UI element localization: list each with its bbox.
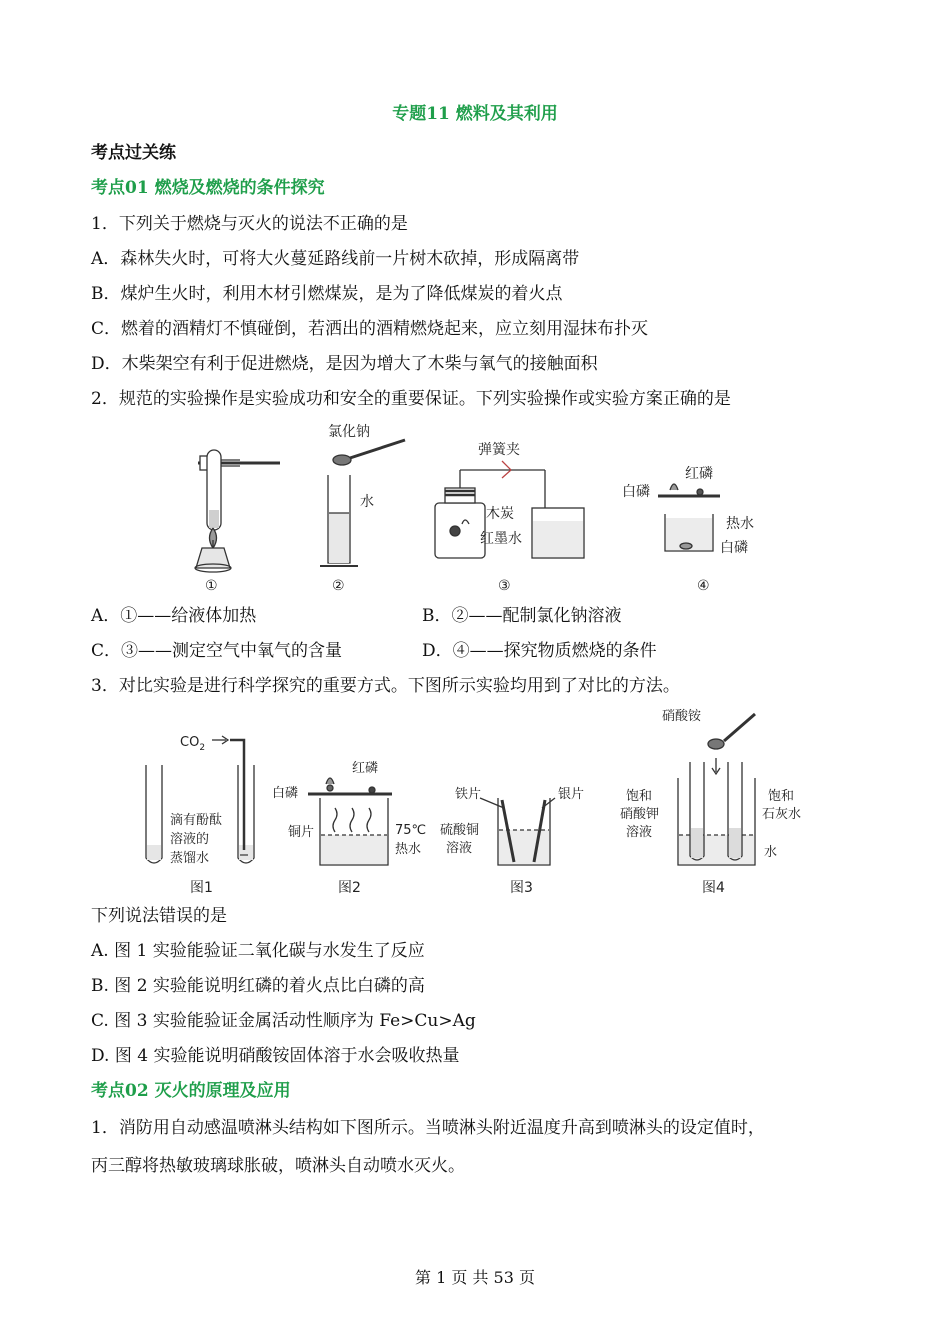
question-4-line-2: 丙三醇将热敏玻璃球胀破，喷淋头自动喷水灭火。 [91, 1156, 465, 1176]
copper-sulfate-label-2: 溶液 [446, 841, 473, 856]
silver-plate-label: 银片 [558, 787, 585, 802]
figure-2-label-2: ② [332, 578, 345, 594]
water-label-3: 水 [764, 845, 778, 860]
red-ink-label: 红墨水 [480, 531, 522, 547]
question-3-figure [130, 700, 820, 900]
question-3-stem: 3．对比实验是进行科学探究的重要方式。下图所示实验均用到了对比的方法。 [91, 676, 680, 696]
section-heading: 考点过关练 [91, 143, 176, 163]
saturated-lime-label-2: 石灰水 [762, 807, 802, 822]
nacl-label: 氯化钠 [328, 424, 370, 440]
figure-3-caption-2: 图2 [338, 880, 361, 896]
question-1-option-c: C．燃着的酒精灯不慎碰倒，若洒出的酒精燃烧起来，应立刻用湿抹布扑灭 [91, 319, 649, 339]
copper-plate-label: 铜片 [288, 825, 315, 840]
question-2-option-d: D．④——探究物质燃烧的条件 [422, 641, 657, 661]
figure-2-label-4: ④ [697, 578, 710, 594]
question-3-option-b: B. 图 2 实验能说明红磷的着火点比白磷的高 [91, 976, 425, 996]
figure-3-caption-3: 图3 [510, 880, 533, 896]
saturated-kno3-label-1: 饱和 [626, 789, 653, 804]
figure-2-label-1: ① [205, 578, 218, 594]
topic-heading-1: 考点01 燃烧及燃烧的条件探究 [91, 178, 325, 198]
saturated-lime-label-1: 饱和 [768, 789, 795, 804]
red-phosphorus-label-2: 红磷 [352, 761, 379, 776]
phenolphthalein-label-2: 溶液的 [170, 832, 210, 847]
white-phosphorus-bottom-label: 白磷 [720, 540, 748, 556]
phenolphthalein-label-1: 滴有酚酞 [170, 813, 223, 828]
saturated-kno3-label-3: 溶液 [626, 825, 653, 840]
white-phosphorus-top-label: 白磷 [622, 484, 650, 500]
question-4-line-1: 1．消防用自动感温喷淋头结构如下图所示。当喷淋头附近温度升高到喷淋头的设定值时， [91, 1118, 765, 1138]
figure-4-dissolution [678, 714, 755, 865]
white-phosphorus-label-2: 白磷 [272, 786, 299, 801]
question-2-stem: 2．规范的实验操作是实验成功和安全的重要保证。下列实验操作或实验方案正确的是 [91, 389, 731, 409]
question-2-option-c: C．③——测定空气中氧气的含量 [91, 641, 343, 661]
question-3-option-a: A. 图 1 实验能验证二氧化碳与水发生了反应 [91, 941, 425, 961]
question-2-option-b: B．②——配制氯化钠溶液 [422, 606, 622, 626]
apparatus-4-combustion [658, 484, 720, 551]
co2-label: $CO_2$ [180, 735, 206, 753]
spring-clip-label: 弹簧夹 [478, 442, 520, 458]
figure-2-beaker [308, 778, 392, 865]
apparatus-1-heating [195, 450, 280, 572]
hot-water-label-2: 热水 [395, 842, 422, 857]
ammonium-nitrate-label: 硝酸铵 [662, 709, 702, 724]
phenolphthalein-label-3: 蒸馏水 [170, 851, 210, 866]
question-1-option-b: B．煤炉生火时，利用木材引燃煤炭，是为了降低煤炭的着火点 [91, 284, 563, 304]
question-3-prompt: 下列说法错误的是 [91, 906, 227, 926]
water-label: 水 [360, 494, 374, 510]
saturated-kno3-label-2: 硝酸钾 [620, 807, 660, 822]
figure-3-metal-beaker [480, 798, 555, 865]
figure-3-caption-1: 图1 [190, 880, 213, 896]
figure-2-label-3: ③ [498, 578, 511, 594]
question-2-figure [180, 418, 780, 596]
question-1-stem: 1．下列关于燃烧与灭火的说法不正确的是 [91, 214, 408, 234]
question-3-option-c: C. 图 3 实验能验证金属活动性顺序为 Fe>Cu>Ag [91, 1011, 476, 1031]
charcoal-label: 木炭 [486, 506, 514, 522]
question-1-option-d: D．木柴架空有利于促进燃烧，是因为增大了木柴与氧气的接触面积 [91, 354, 598, 374]
topic-heading-2: 考点02 灭火的原理及应用 [91, 1081, 291, 1101]
question-1-option-a: A．森林失火时，可将大火蔓延路线前一片树木砍掉，形成隔离带 [91, 249, 580, 269]
copper-sulfate-label-1: 硫酸铜 [440, 823, 480, 838]
question-3-option-d: D. 图 4 实验能说明硝酸铵固体溶于水会吸收热量 [91, 1046, 460, 1066]
red-phosphorus-label: 红磷 [685, 466, 713, 482]
iron-plate-label: 铁片 [455, 787, 482, 802]
figure-3-caption-4: 图4 [702, 880, 725, 896]
page-footer: 第 1 页 共 53 页 [415, 1268, 535, 1287]
page-title: 专题11 燃料及其利用 [392, 104, 558, 124]
temperature-label: 75℃ [395, 823, 427, 838]
question-2-option-a: A．①——给液体加热 [91, 606, 257, 626]
hot-water-label: 热水 [726, 516, 754, 532]
